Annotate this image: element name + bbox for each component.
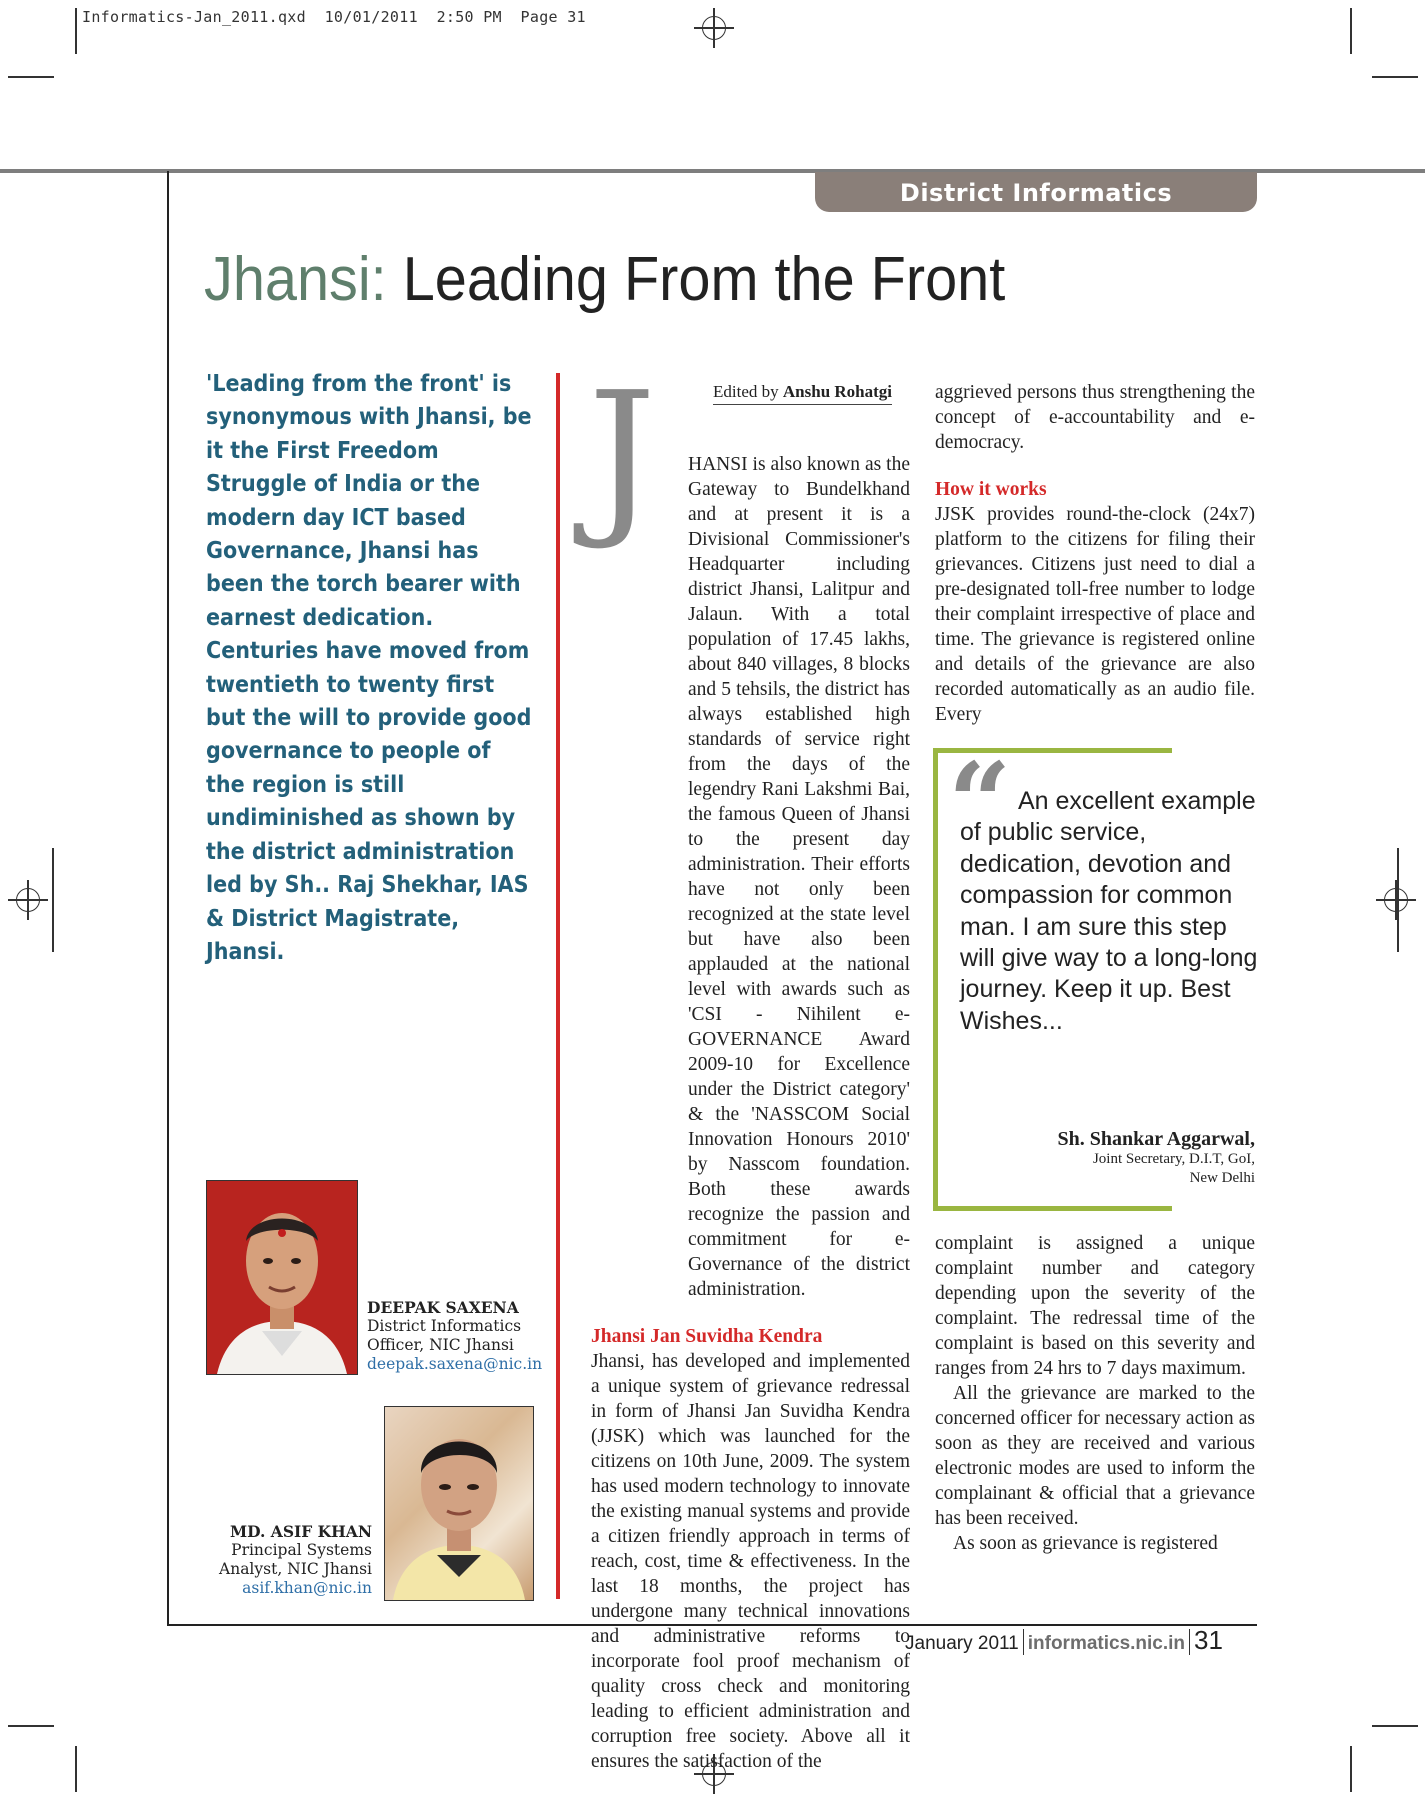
- headline-place: Jhansi:: [204, 245, 387, 314]
- footer-site[interactable]: informatics.nic.in: [1027, 1633, 1186, 1654]
- side-mark-left: [52, 848, 54, 952]
- article-column-3-bottom: [935, 1231, 1255, 1556]
- pull-quote-text: [960, 786, 1260, 1037]
- registration-mark-left: [8, 880, 48, 920]
- caption-asif-khan: [210, 1522, 372, 1598]
- crop-mark-bottom-right-v: [1350, 1746, 1352, 1792]
- subheading-how-it-works: How it works: [935, 479, 1047, 500]
- side-mark-right: [1397, 848, 1399, 952]
- continued-paragraph: aggrieved persons thus strengthening the concept of e-accountability and e-democracy.: [935, 382, 1255, 453]
- registered-paragraph: As soon as grievance is registered: [953, 1533, 1218, 1554]
- byline-prefix: Edited by: [713, 382, 783, 401]
- crop-mark-top-right-v: [1350, 8, 1352, 54]
- crop-mark-top-left-h: [8, 76, 54, 78]
- caption-role-line2: Analyst, NIC Jhansi: [219, 1560, 372, 1578]
- article-headline: [204, 244, 1005, 315]
- footer-divider: [1189, 1629, 1190, 1655]
- intro-standfirst: 'Leading from the front' is synonymous with Jhansi, be it the First Freedom Struggle of India or the modern day ICT based Governance, Jhansi has been the torch bearer with earnest dedication. Centuries have moved from twentieth to twenty first but the will to provide good governance to people of the region is still undiminished as shown by the district administration led by Sh.. Raj Shekhar, IAS & District Magistrate, Jhansi.: [206, 371, 532, 965]
- footer-divider: [1023, 1629, 1024, 1655]
- article-column-3-top: [935, 380, 1255, 727]
- jjsk-paragraph: Jhansi, has developed and implemented a unique system of grievance redressal in form of Jhansi Jan Suvidha Kendra (JJSK) which was launched for the citizens on 10th June, 2009. The system has used modern technology to innovate the existing manual systems and provide a citizen friendly approach in terms of reach, cost, time & effectiveness. In the last 18 months, the project has undergone many technical innovations and administrative reforms to incorporate fool proof mechanism of quality cross check and monitoring leading to efficient administration and corruption free society. Above all it ensures the satisfaction of the: [591, 1351, 910, 1772]
- caption-role-line1: District Informatics: [367, 1317, 522, 1335]
- pull-quote-body: An excellent example of public service, dedication, devotion and compassion for common man. I am sure this step will give way to a long-long journey. Keep it up. Best Wishes...: [960, 787, 1258, 1035]
- quote-role-line2: New Delhi: [1189, 1170, 1255, 1186]
- author-photo-asif-khan: [384, 1406, 534, 1601]
- crop-mark-bottom-left-v: [75, 1746, 77, 1792]
- author-photo-deepak-saxena: [206, 1180, 358, 1375]
- byline-editor: Anshu Rohatgi: [782, 382, 893, 401]
- quote-role-line1: Joint Secretary, D.I.T, GoI,: [1092, 1151, 1255, 1167]
- crop-mark-top-left-v: [75, 8, 77, 54]
- headline-title: Leading From the Front: [386, 245, 1006, 314]
- caption-name: DEEPAK SAXENA: [367, 1298, 519, 1317]
- caption-email[interactable]: asif.khan@nic.in: [242, 1579, 372, 1597]
- caption-role-line1: Principal Systems: [231, 1541, 372, 1559]
- crop-mark-top-right-h: [1372, 76, 1418, 78]
- caption-name: MD. ASIF KHAN: [229, 1522, 372, 1541]
- column-divider-red: [556, 373, 560, 1599]
- crop-mark-bottom-right-h: [1372, 1725, 1418, 1727]
- caption-role-line2: Officer, NIC Jhansi: [367, 1336, 514, 1354]
- article-column-2: [591, 452, 910, 1774]
- registration-mark-right: [1376, 880, 1416, 920]
- quote-attribution-name: Sh. Shankar Aggarwal,: [1057, 1128, 1255, 1150]
- quote-mark-icon: “: [948, 738, 1012, 867]
- subheading-jjsk: Jhansi Jan Suvidha Kendra: [591, 1326, 823, 1347]
- registration-mark-top: [694, 8, 734, 48]
- drop-cap: J: [588, 356, 657, 554]
- footer-month: January 2011: [905, 1633, 1019, 1654]
- how-it-works-paragraph: JJSK provides round-the-clock (24x7) platform to the citizens for filing their grievances. Citizens just need to dial a pre-designated toll-free number to lodge their complaint irrespective of place and time. The grievance is registered online and details of the grievance are also recorded automatically as an audio file. Every: [935, 504, 1255, 725]
- page-footer: [905, 1625, 1223, 1656]
- page-number: 31: [1194, 1625, 1223, 1655]
- crop-mark-bottom-left-h: [8, 1725, 54, 1727]
- caption-email[interactable]: deepak.saxena@nic.in: [367, 1355, 543, 1373]
- section-tab: District Informatics: [815, 172, 1257, 212]
- printer-slug: Informatics-Jan_2011.qxd 10/01/2011 2:50 PM Page 31: [82, 8, 586, 26]
- complaint-paragraph: complaint is assigned a unique complaint number and category depending upon the severity of the complaint. The redressal time of the complaint is based on this severity and ranges from 24 hrs to 7 days maximum.: [935, 1233, 1255, 1379]
- quote-attribution-role: [1093, 1150, 1255, 1188]
- byline: [713, 382, 892, 405]
- grievance-paragraph: All the grievance are marked to the concerned officer for necessary action as soon as they are received and various electronic modes are used to inform the complainant & official that a grievance has been received.: [935, 1383, 1255, 1529]
- caption-deepak-saxena: [367, 1298, 542, 1374]
- lead-paragraph: HANSI is also known as the Gateway to Bundelkhand and at present it is a Divisional Commissioner's Headquarter including district Jhansi, Lalitpur and Jalaun. With a total population of 17.45 lakhs, about 840 villages, 8 blocks and 5 tehsils, the district has always established high standards of service right from the days of the legendry Rani Lakshmi Bai, the famous Queen of Jhansi to the present day administration. Their efforts have not only been recognized at the state level but have also been applauded at the national level with awards such as 'CSI - Nihilent e-GOVERNANCE Award 2009-10 for Excellence under the District category' & the 'NASSCOM Social Innovation Honours 2010' by Nasscom foundation. Both these awards recognize the passion and commitment for e-Governance of the district administration.: [688, 454, 910, 1300]
- left-margin-rule: [167, 171, 169, 1626]
